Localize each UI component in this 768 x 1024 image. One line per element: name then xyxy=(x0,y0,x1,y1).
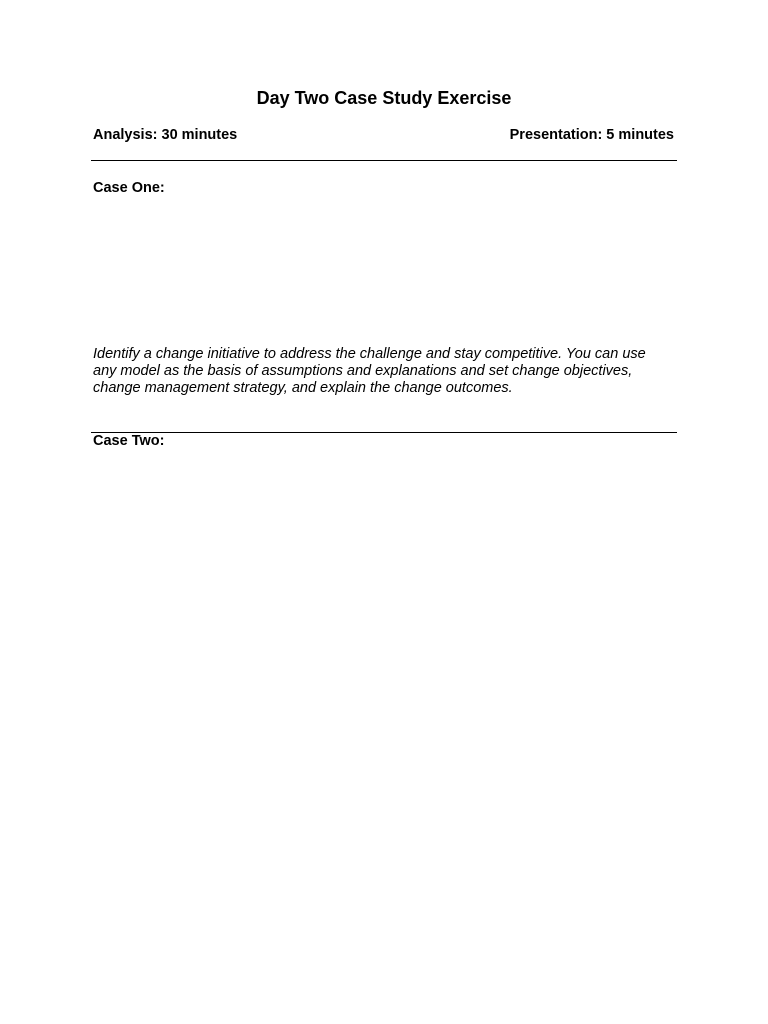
timing-row xyxy=(93,126,674,144)
analysis-duration: Analysis: 30 minutes xyxy=(93,127,238,143)
case-divider xyxy=(91,432,677,433)
case-one-heading: Case One: xyxy=(93,180,165,196)
page-title: Day Two Case Study Exercise xyxy=(256,88,512,108)
presentation-duration: Presentation: 5 minutes xyxy=(509,127,674,143)
header-divider xyxy=(91,160,677,161)
case-two-heading: Case Two: xyxy=(93,433,165,449)
case-one-instructions: Identify a change initiative to address the challenge and stay competitive. You can use any model as the basis of assumptions and explanations and set change objectives, change management strategy, and explain the change outcomes. xyxy=(93,346,646,396)
